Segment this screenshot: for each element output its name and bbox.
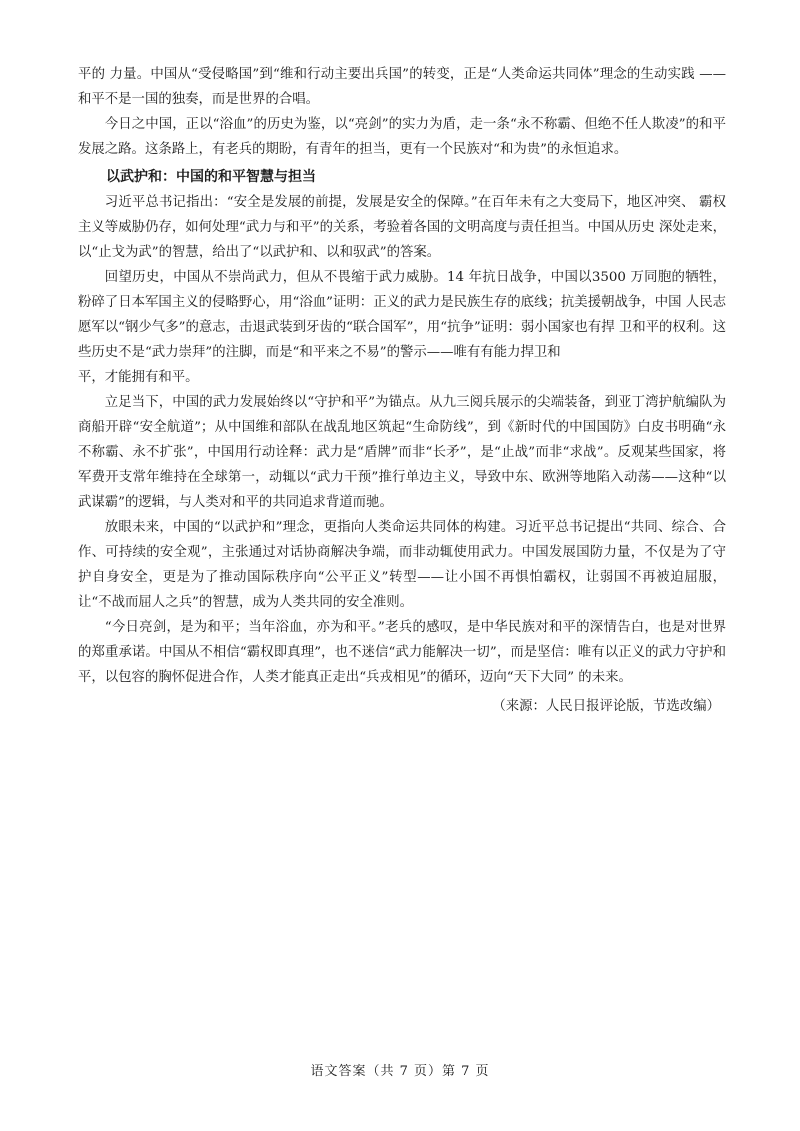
paragraph: 放眼未来，中国的“以武护和”理念，更指向人类命运共同体的构建。习近平总书记提出“共同、综合、合作、可持续的安全观”，主张通过对话协商解决争端，而非动辄使用武力。中国发展国防力量，不仅是为了守护自身安全，更是为了推动国际秩序向“公平正义”转型——让小国不再惧怕霸权，让弱国不再被迫屈服，让“不战而屈人之兵”的智慧，成为人类共同的安全准则。 bbox=[78, 520, 726, 610]
section-heading: 以武护和：中国的和平智慧与担当 bbox=[106, 169, 316, 185]
paragraph: 立足当下，中国的武力发展始终以“守护和平”为锚点。从九三阅兵展示的尖端装备，到亚丁湾护航编队为商船开辟“安全航道”；从中国维和部队在战乱地区筑起“生命防线”，到《新时代的中国国防》白皮书明确“永不称霸、永不扩张”，中国用行动诠释：武力是“盾牌”而非“长矛”，是“止战”而非“求战”。反观某些国家，将军费开支常年维持在全球第一，动辄以“武力干预”推行单边主义，导致中东、欧洲等地陷入动荡——这种“以武谋霸”的逻辑，与人类对和平的共同追求背道而驰。 bbox=[78, 395, 726, 510]
paragraph: 回望历史，中国从不崇尚武力，但从不畏缩于武力威胁。14 年抗日战争，中国以3500 万同胞的牺牲， 粉碎了日本军国主义的侵略野心，用“浴血”证明：正义的武力是民族生存的底线；抗美援朝战争，中国 人民志愿军以“钢少气多”的意志，击退武装到牙齿的“联合国军”，用“抗争”证明：弱小国家也有捍 卫和平的权利。这些历史不是“武力崇拜”的注脚，而是“和平来之不易”的警示——唯有有能力捍卫和 bbox=[78, 270, 726, 360]
paragraph: “今日亮剑，是为和平；当年浴血，亦为和平。”老兵的感叹，是中华民族对和平的深情告白，也是对世界的郑重承诺。中国从不相信“霸权即真理”，也不迷信“武力能解决一切”，而是坚信：唯有以正义的武力守护和平，以包容的胸怀促进合作，人类才能真正走出“兵戎相见”的循环，迈向“天下大同” 的未来。 bbox=[78, 620, 726, 685]
page-footer: 语文答案（共 7 页）第 7 页 bbox=[310, 1064, 490, 1079]
paragraph: 今日之中国，正以“浴血”的历史为鉴，以“亮剑”的实力为盾，走一条“永不称霸、但绝不任人欺凌”的和平发展之路。这条路上，有老兵的期盼，有青年的担当，更有一个民族对“和为贵”的永恒追求。 bbox=[78, 117, 726, 157]
source-note: （来源：人民日报评论版，节选改编） bbox=[492, 699, 720, 714]
paragraph: 习近平总书记指出：“安全是发展的前提，发展是安全的保障。”在百年未有之大变局下，地区冲突、 霸权主义等威胁仍存，如何处理“武力与和平”的关系，考验着各国的文明高度与责任担当。中国从历史 深处走来，以“止戈为武”的智慧，给出了“以武护和、以和驭武”的答案。 bbox=[78, 195, 726, 260]
paragraph-continued: 平，才能拥有和平。 bbox=[78, 370, 199, 385]
document-page bbox=[78, 62, 726, 719]
paragraph-continued: 平的 力量。中国从“受侵略国”到“维和行动主要出兵国”的转变，正是“人类命运共同体”理念的生动实践 ——和平不是一国的独奏，而是世界的合唱。 bbox=[78, 67, 726, 107]
